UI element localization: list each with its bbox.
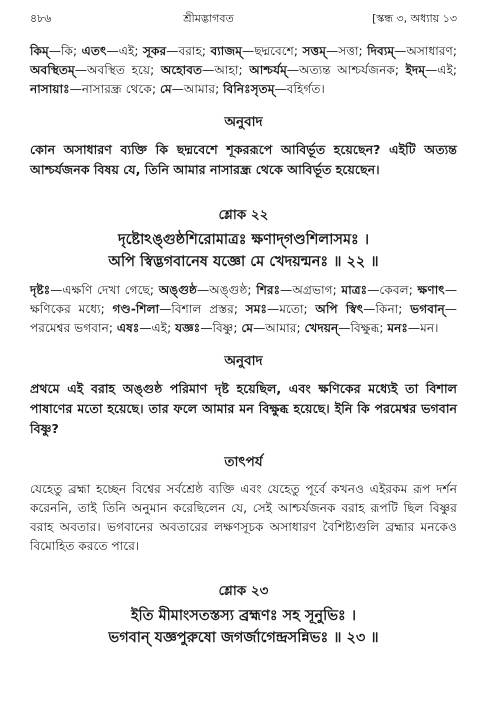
synonym-word: সূকর [142,44,167,58]
purport-heading: তাৎপর্য [224,454,263,470]
synonym-meaning: ছদ্মবেশে [254,44,294,58]
synonym-meaning: অসাধারণ [406,44,453,58]
synonym-meaning: এক্ষণি দেখা গেছে [62,283,150,297]
synonym-meaning: মতো [279,302,304,316]
synonym-word: মে [241,321,254,335]
synonym-word: খেদয়ন্ [304,321,339,335]
synonym-meaning: বিষ্ণু [212,321,234,335]
synonym-word: শিরঃ [256,283,281,297]
synonym-meaning: আমার [183,82,216,96]
purport-text: যেহেতু ব্রহ্মা হচ্ছেন বিশ্বের সর্বশ্রেষ্ঠ ব্যক্তি এবং যেহেতু পূর্বে কখনও এইরকম রূপ দর্শন করেননি, তাই তিনি অনুমান করেছিলেন যে, সেই আশ্চর্যজনক বরাহ রূপটি ছিল বিষ্ণুর বরাহ অবতার। ভগবানের অবতারের লক্ষণসূচক অসাধারণ বৈশিষ্ট্যগুলি ব্রহ্মার মনকেও বিমোহিত করতে পারে। [30,482,457,553]
synonym-meaning: আহা [214,63,239,77]
translation-text: কোন অসাধারণ ব্যক্তি কি ছদ্মবেশে শূকররূপে আবির্ভূত হয়েছেন? এইটি অত্যন্ত আশ্চর্যজনক বিষয় যে, তিনি আমার নাসারন্ধ্র থেকে আবির্ভূত হয়েছেন। [30,142,457,177]
synonym-word: অপি স্বিৎ [315,302,364,316]
synonym-meaning: নাসারন্ধ্র থেকে [81,82,152,96]
synonyms-block: দৃষ্টঃ—এক্ষণি দেখা গেছে; অঙ্গুষ্ঠ—অঙ্গুষ্ঠ; শিরঃ—অগ্রভাগ; মাত্রঃ—কেবল; ক্ষণাৎ—ক্ষণিকের মধ্যে; গণ্ড-শিলা—বিশাল প্রস্তর; সমঃ—মতো; অপি স্বিৎ—কিনা; ভগবান্—পরমেশ্বর ভগবান; এষঃ—এই; যজ্ঞঃ—বিষ্ণু; মে—আমার; খেদয়ন্—বিক্ষুব্ধ; মনঃ—মন। [30,283,458,335]
synonym-word: ভগবান্ [410,302,445,316]
synonym-meaning: আমার [265,321,297,335]
synonym-meaning: এই [118,44,135,58]
synonym-meaning: অত্যন্ত আশ্চর্যজনক [299,63,395,77]
verse-number: শ্লোক ২৩ [218,583,269,599]
page-number: ৪৮৬ [30,12,52,25]
synonym-word: অবস্থিতম্ [30,63,75,77]
synonym-meaning: এই [437,63,453,77]
synonym-word: আশ্চর্যম্ [249,63,287,77]
synonym-meaning: কিনা [375,302,399,316]
verse-number: শ্লোক ২২ [218,207,269,223]
synonym-meaning: অঙ্গুষ্ঠ [209,283,248,297]
synonym-meaning: বিশাল প্রস্তর [171,302,234,316]
synonym-meaning: বিক্ষুব্ধ [350,321,380,335]
synonym-meaning: পরমেশ্বর ভগবান [30,321,109,335]
synonym-word: কিম্ [30,44,49,58]
translation-heading: অনুবাদ [224,114,263,130]
synonym-word: ক্ষণাৎ [417,283,445,297]
synonym-word: দিব্যম্ [367,44,395,58]
synonym-word: নাসায়াঃ [30,82,70,96]
synonym-word: দৃষ্টঃ [30,283,51,297]
synonym-meaning: অবস্থিত হয়ে [87,63,151,77]
book-title: শ্রীমদ্ভাগবত [183,12,234,25]
synonym-meaning: বরাহ [178,44,202,58]
synonym-word: ব্যাজম্ [210,44,243,58]
section-label: [স্কন্ধ ৩, অধ্যায় ১৩ [372,12,457,25]
translation-text: প্রথমে এই বরাহ অঙ্গুষ্ঠ পরিমাণ দৃষ্ট হয়েছিল, এবং ক্ষণিকের মধ্যেই তা বিশাল পাষাণের মতো হয়েছে। তার ফলে আমার মন বিক্ষুব্ধ হয়েছে। ইনি কি পরমেশ্বর ভগবান বিষ্ণু? [30,381,457,436]
synonym-word: মে [159,82,172,96]
synonym-meaning: এই [151,321,168,335]
synonym-word: সত্তম্ [302,44,327,58]
synonym-word: এতৎ [81,44,107,58]
synonym-meaning: কি [60,44,73,58]
synonym-meaning: সত্তা [338,44,359,58]
synonym-word: বিনিঃসৃতম্ [223,82,275,96]
verse-line: ভগবান্ যজ্ঞপুরুষো জগর্জাগেন্দ্রসন্নিভঃ ॥ ২৩ ॥ [108,630,379,646]
synonym-meaning: কেবল [379,283,409,297]
synonym-meaning: মন। [420,321,439,335]
verse-line: অপি স্বিদ্ভগবানেষ যজ্ঞো মে খেদয়ন্মনঃ ॥ ২২ ॥ [108,254,379,270]
verse-line: দৃষ্টোঽঙ্গুষ্ঠশিরোমাত্রঃ ক্ষণাদ্‌গণ্ডশিলাসমঃ । [117,232,370,248]
synonym-word: অহোবত [160,63,203,77]
synonym-word: যজ্ঞঃ [175,321,201,335]
synonym-word: এষঃ [116,321,140,335]
verse-line: ইতি মীমাংসতস্তস্য ব্রহ্মণঃ সহ সূনুভিঃ । [130,608,357,624]
synonym-word: ইদম্ [405,63,426,77]
translation-heading: অনুবাদ [224,353,263,369]
page-header [30,10,457,28]
synonym-word: অঙ্গুষ্ঠ [158,283,197,297]
synonyms-block: কিম্—কি; এতৎ—এই; সূকর—বরাহ; ব্যাজম্—ছদ্মবেশে; সত্তম্—সত্তা; দিব্যম্—অসাধারণ; অবস্থিতম্—অবস্থিত হয়ে; অহোবত—আহা; আশ্চর্যম্—অত্যন্ত আশ্চর্যজনক; ইদম্—এই; নাসায়াঃ—নাসারন্ধ্র থেকে; মে—আমার; বিনিঃসৃতম্—বহির্গত। [30,44,458,96]
synonym-word: সমঃ [245,302,267,316]
synonym-meaning: ক্ষণিকের মধ্যে [30,302,101,316]
synonym-meaning: অগ্রভাগ [292,283,333,297]
synonym-word: মাত্রঃ [341,283,368,297]
synonym-meaning: বহির্গত। [286,82,325,96]
synonym-word: মনঃ [387,321,408,335]
synonym-word: গণ্ড-শিলা [112,302,160,316]
